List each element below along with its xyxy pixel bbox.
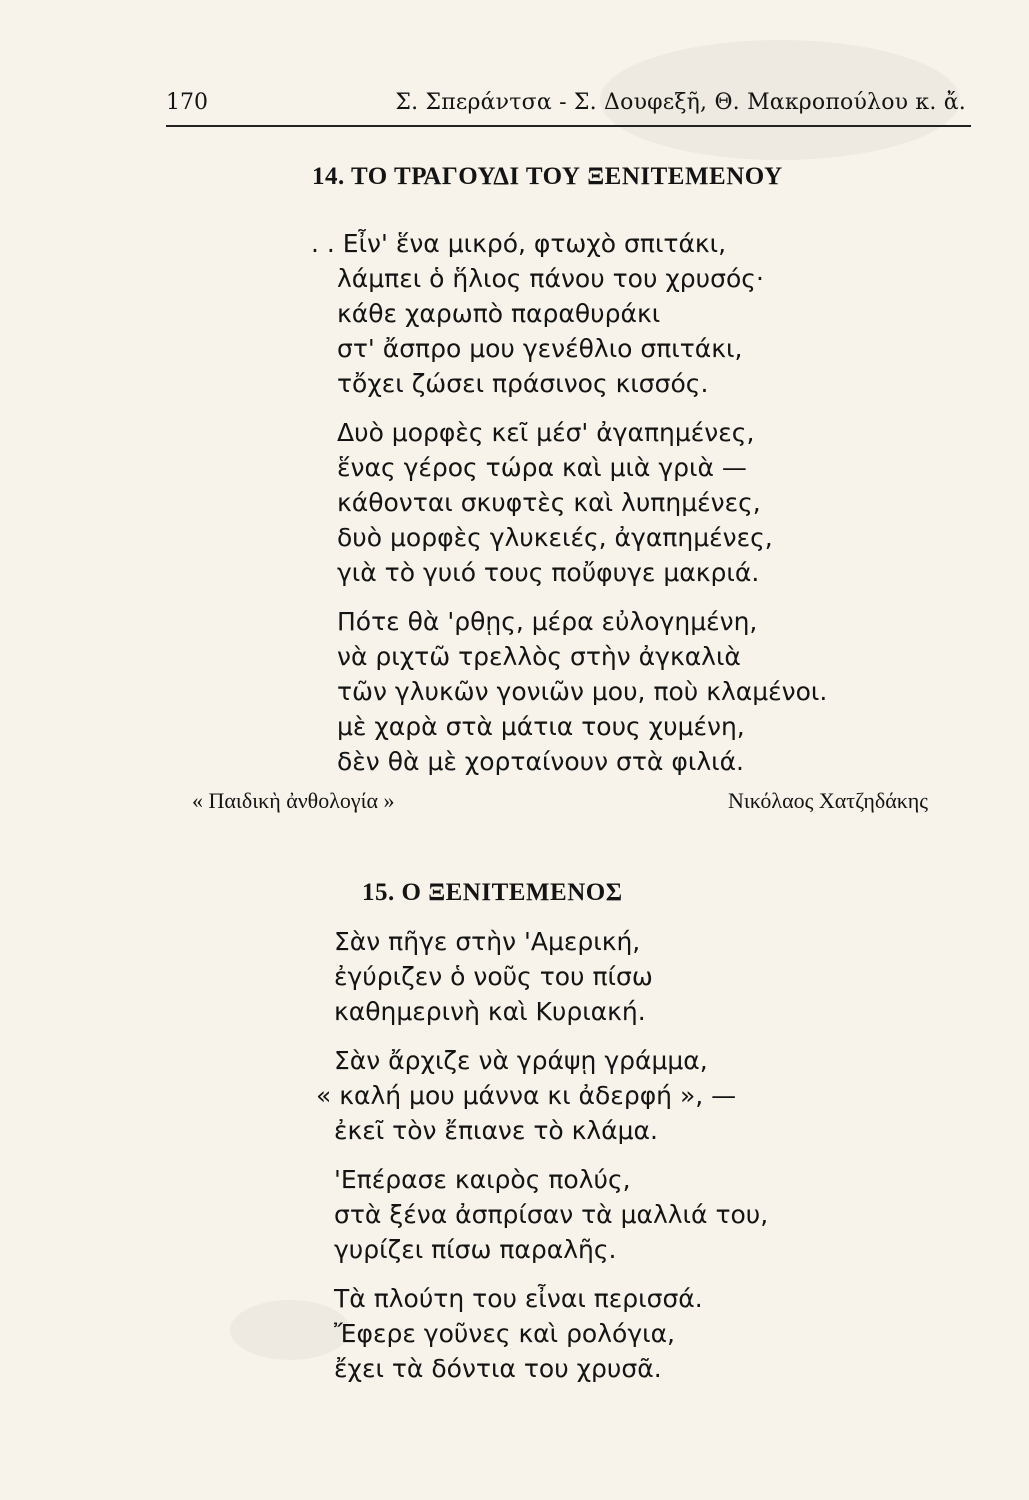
poem-line: γιὰ τὸ γυιό τους ποὔφυγε μακριά.: [337, 558, 760, 587]
poem-line: Δυὸ μορφὲς κεῖ μέσ' ἀγαπημένες,: [337, 418, 755, 447]
page-number: 170: [166, 90, 208, 115]
poem-line: ἐκεῖ τὸν ἔπιανε τὸ κλάμα.: [334, 1116, 658, 1145]
paper-stain: [230, 1300, 350, 1360]
poem-line: κάθονται σκυφτὲς καὶ λυπημένες,: [337, 488, 761, 517]
poem-line: Σὰν πῆγε στὴν 'Αμερική,: [334, 927, 641, 956]
poem-line: 'Επέρασε καιρὸς πολύς,: [334, 1165, 631, 1194]
poem-14-source: « Παιδικὴ ἀνθολογία »: [192, 788, 395, 813]
poem-15-title: 15. Ο ΞΕΝΙΤΕΜΕΝΟΣ: [362, 879, 623, 906]
poem-line: στ' ἄσπρο μου γενέθλιο σπιτάκι,: [337, 334, 743, 363]
poem-line: ἐγύριζεν ὁ νοῦς του πίσω: [334, 962, 653, 991]
poem-line: « καλή μου μάννα κι ἀδερφή », —: [316, 1081, 737, 1110]
poem-line: δυὸ μορφὲς γλυκειές, ἀγαπημένες,: [337, 523, 773, 552]
poem-line: Τὰ πλούτη του εἶναι περισσά.: [334, 1284, 703, 1313]
poem-line: δὲν θὰ μὲ χορταίνουν στὰ φιλιά.: [337, 747, 744, 776]
running-title: Σ. Σπεράντσα - Σ. Δουφεξῆ, Θ. Μακροπούλου κ. ἄ.: [395, 90, 966, 115]
poem-14-title: 14. ΤΟ ΤΡΑΓΟΥΔΙ ΤΟΥ ΞΕΝΙΤΕΜΕΝΟΥ: [312, 163, 783, 190]
header-rule: [166, 125, 971, 127]
poem-line: κάθε χαρωπὸ παραθυράκι: [337, 299, 661, 328]
poem-line: Πότε θὰ 'ρθῃς, μέρα εὐλογημένη,: [337, 607, 758, 636]
poem-line: μὲ χαρὰ στὰ μάτια τους χυμένη,: [337, 712, 745, 741]
running-head: [166, 90, 966, 122]
poem-line: ἔχει τὰ δόντια του χρυσᾶ.: [334, 1354, 662, 1383]
poem-line: . . Εἶν' ἕνα μικρό, φτωχὸ σπιτάκι,: [311, 229, 727, 258]
poem-line: στὰ ξένα ἀσπρίσαν τὰ μαλλιά του,: [334, 1200, 769, 1229]
poem-line: τῶν γλυκῶν γονιῶν μου, ποὺ κλαμένοι.: [337, 677, 828, 706]
poem-line: τὄχει ζώσει πράσινος κισσός.: [337, 369, 709, 398]
poem-line: γυρίζει πίσω παραλῆς.: [334, 1235, 617, 1264]
poem-line: λάμπει ὁ ἥλιος πάνου του χρυσός·: [337, 264, 764, 293]
poem-14-author: Νικόλαος Χατζηδάκης: [728, 788, 929, 813]
poem-line: Σὰν ἄρχιζε νὰ γράψῃ γράμμα,: [334, 1046, 708, 1075]
poem-line: νὰ ριχτῶ τρελλὸς στὴν ἀγκαλιὰ: [337, 642, 741, 671]
poem-line: καθημερινὴ καὶ Κυριακή.: [334, 997, 646, 1026]
poem-line: Ἔφερε γοῦνες καὶ ρολόγια,: [334, 1319, 676, 1348]
poem-line: ἕνας γέρος τώρα καὶ μιὰ γριὰ —: [337, 453, 747, 482]
